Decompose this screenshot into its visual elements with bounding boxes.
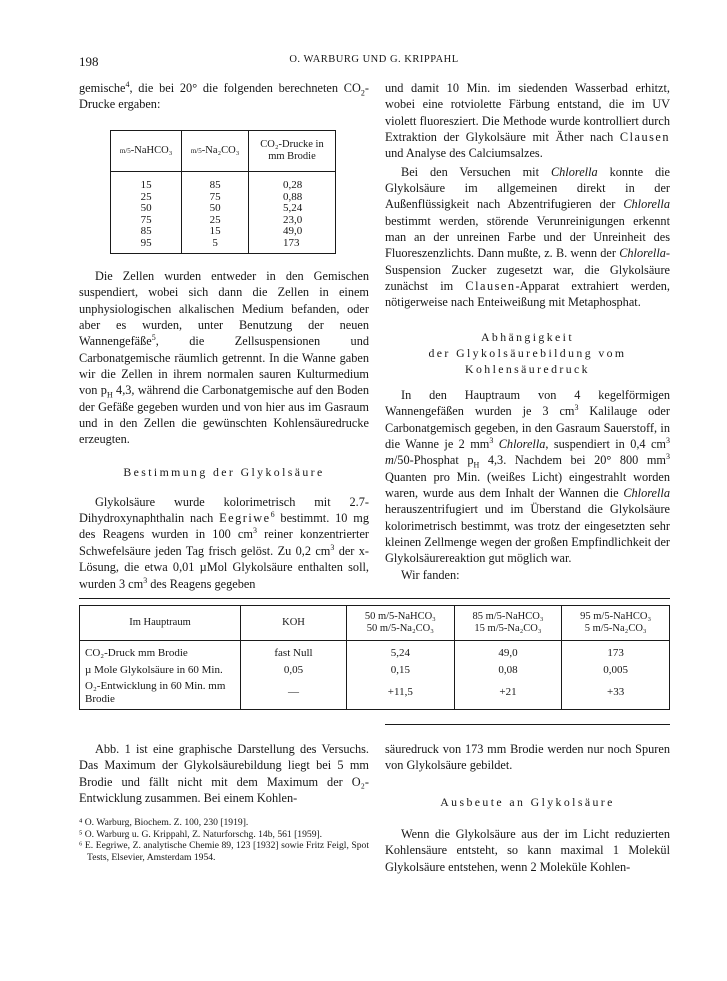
section-heading-ausbeute: Ausbeute an Glykolsäure	[440, 795, 615, 809]
table-cell: fast Null	[241, 641, 347, 662]
table-cell: 5,24	[249, 203, 336, 215]
row-label: O₂-Entwicklung in 60 Min. mm Brodie	[80, 678, 241, 710]
table2-top-rule	[79, 598, 670, 599]
table-cell: 49,0	[249, 226, 336, 238]
table-cell: 49,0	[454, 641, 562, 662]
table2-header-50: 50 m/5-NaHCO₃ 50 m/5-Na₂CO₃	[347, 606, 455, 641]
table-row	[111, 203, 336, 215]
paragraph-continuation: säuredruck von 173 mm Brodie werden nur noch Spuren von Glykolsäure gebildet.	[385, 742, 670, 773]
paragraph-chlorella: Bei den Versuchen mit Chlorella konnte die Glykolsäure im allgemeinen direkt in der Außenflüssigkeit nach Abzentrifugieren der Chlorella bestimmt werden, störende Verunreinigungen erkennt man an der unreinen Farbe und der Unreinheit des Fluoreszenzlichts. Dann mußte, z. B. wenn der Chlorella-Suspension Zucker zugesetzt war, die Glykolsäure zunächst im Clausen-Apparat extrahiert werden, nötigerweise nach Enteiweißung mit Metaphosphat.	[385, 164, 670, 310]
table-cell: 15	[182, 226, 249, 238]
buffer-table	[110, 130, 336, 254]
table-cell: 0,88	[249, 192, 336, 204]
table-cell: 85	[111, 226, 182, 238]
table-cell: 0,15	[347, 662, 455, 679]
footnotes	[79, 817, 369, 863]
section-heading-bestimmung: Bestimmung der Glykolsäure	[123, 464, 325, 479]
table-cell: 85	[182, 172, 249, 192]
table-cell: 25	[182, 215, 249, 227]
paragraph-intro: gemische$^4$, die bei 20° die folgenden berechneten $CO_2$-Drucke ergaben:	[79, 79, 369, 112]
section-heading-abhaengigkeit: Abhängigkeit der Glykolsäurebildung vom Kohlensäuredruck	[428, 329, 627, 376]
paragraph-ausbeute: Wenn die Glykolsäure aus der im Licht reduzierten Kohlensäure entsteht, so kann maximal 1 Molekül Glykolsäure entstehen, wenn 2 Moleküle Kohlen-	[385, 827, 670, 874]
table1-header-nahco3: m/5-NaHCO₃	[111, 131, 182, 172]
results-table	[79, 605, 670, 710]
row-label: CO₂-Druck mm Brodie	[80, 641, 241, 662]
table2-header-85: 85 m/5-NaHCO₃ 15 m/5-Na₂CO₃	[454, 606, 562, 641]
table-cell: 95	[111, 238, 182, 254]
table-row	[80, 662, 670, 679]
running-header	[79, 54, 669, 70]
table-cell: 5	[182, 238, 249, 254]
running-title: O. WARBURG UND G. KRIPPAHL	[289, 54, 459, 65]
table-cell: 0,28	[249, 172, 336, 192]
table-cell: 173	[562, 641, 670, 662]
table-cell: 15	[111, 172, 182, 192]
table-row	[111, 226, 336, 238]
table-cell: 23,0	[249, 215, 336, 227]
table-cell: 75	[182, 192, 249, 204]
paragraph-experiment: In den Hauptraum von 4 kegelförmigen Wannengefäßen wurden je 3 $cm^3$ Kalilauge oder Carbonatgemisch gegeben, in den Gasraum Sauerstoff, in die Wanne je 2 $mm^3$ Chlorella, suspendiert in 0,4 $cm^3$ m/50-Phosphat $p_H$ 4,3. Nachdem bei 20° 800 $mm^3$ Quanten pro Min. (weißes Licht) eingestrahlt worden waren, wurde aus dem Inhalt der Wannen die Chlorella herauszentrifugiert und im Überstand die Glykolsäure kolorimetrisch bestimmt, was trotz der eingesetzten sehr kleinen Zellmenge wegen der großen Empfindlichkeit der Glykolsäurereaktion gut möglich war.	[385, 387, 670, 566]
table-cell: 25	[111, 192, 182, 204]
row-label: µ Mole Glykolsäure in 60 Min.	[80, 662, 241, 679]
table-cell: 50	[182, 203, 249, 215]
paragraph-wir-fanden: Wir fanden:	[401, 567, 460, 582]
table-row	[80, 641, 670, 662]
table-cell: +21	[454, 678, 562, 710]
left-column	[79, 80, 369, 113]
right-column	[385, 80, 670, 583]
table2-bottom-rule	[385, 724, 670, 725]
table1-header-pressure: CO₂-Drucke in mm Brodie	[249, 131, 336, 172]
table-cell: 50	[111, 203, 182, 215]
table-row	[80, 678, 670, 710]
table-cell: 0,08	[454, 662, 562, 679]
table-cell: 75	[111, 215, 182, 227]
table2-header-95: 95 m/5-NaHCO₃ 5 m/5-Na₂CO₃	[562, 606, 670, 641]
table-cell: —	[241, 678, 347, 710]
table2-header-koh: KOH	[241, 606, 347, 641]
table-row	[111, 172, 336, 192]
footnote: ⁶ E. Eegriwe, Z. analytische Chemie 89, 123 [1932] sowie Fritz Feigl, Spot Tests, Elsevier, Amsterdam 1954.	[79, 840, 369, 863]
table-cell: +33	[562, 678, 670, 710]
table2-header-hauptraum: Im Hauptraum	[80, 606, 241, 641]
page-number: 198	[79, 54, 99, 69]
table-cell: 0,05	[241, 662, 347, 679]
table1-header-na2co3: m/5-Na₂CO₃	[182, 131, 249, 172]
left-column-body	[79, 268, 369, 592]
paragraph-abb: Abb. 1 ist eine graphische Darstellung des Versuchs. Das Maximum der Glykolsäurebildung liegt bei 5 mm Brodie und fällt nicht mit dem Maximum der O₂-Entwicklung zusammen. Bei einem Kohlen-	[79, 742, 369, 806]
paragraph-bestimmung: Glykolsäure wurde kolorimetrisch mit 2.7-Dihydroxynaphthalin nach Eegriwe$^6$ bestimmt. 10 mg des Reagens wurden in 100 $cm^3$ reiner konzentrierter Schwefelsäure jeden Tag frisch gelöst. Zu 0,2 $cm^3$ der x-Lösung, die etwa 0,01 µMol Glykolsäure enthalten soll, wurden 3 $cm^3$ des Reagens gegeben	[79, 494, 369, 591]
table-row	[111, 238, 336, 254]
paragraph-method: und damit 10 Min. im siedenden Wasserbad erhitzt, wobei eine rotviolette Färbung entstand, die im UV violett fluoresziert. Die Methode wurde kontrolliert durch Extraktion der Glykolsäure mit Äther nach Clausen und Analyse des Calciumsalzes.	[385, 81, 670, 161]
table-cell: +11,5	[347, 678, 455, 710]
table-cell: 173	[249, 238, 336, 254]
table-cell: 0,005	[562, 662, 670, 679]
footnote: ⁵ O. Warburg u. G. Krippahl, Z. Naturforschg. 14b, 561 [1959].	[79, 828, 323, 840]
footnote: ⁴ O. Warburg, Biochem. Z. 100, 230 [1919].	[79, 817, 249, 828]
paragraph-suspension: Die Zellen wurden entweder in den Gemischen suspendiert, wobei sich dann die Zellen in einem unphysiologischen alkalischen Medium befanden, oder aber es wurden, unter Benutzung der neuen Wannengefäße$^5$, die Zellsuspensionen und Carbonatgemische räumlich getrennt. In die Wanne gaben wir die Zellen in ihrem normalen sauren Kulturmedium von $p_H$ 4,3, während die Carbonatgemische auf den Boden der Gefäße gegeben wurden und von hier aus im Gasraum und in den Zellen die gewünschten Kohlensäuredrucke erzeugten.	[79, 269, 369, 447]
table-cell: 5,24	[347, 641, 455, 662]
